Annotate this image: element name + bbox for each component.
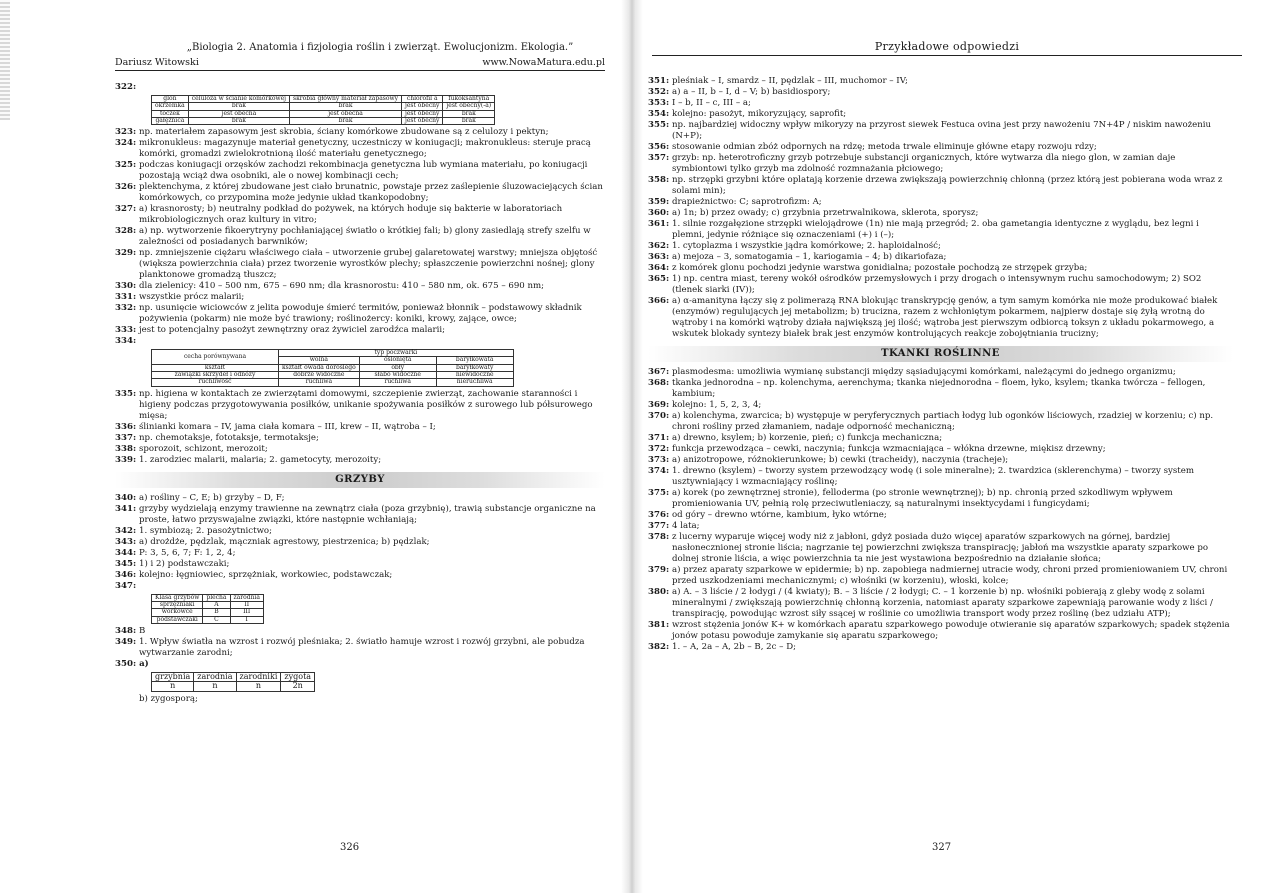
answer-number: 381: (648, 620, 670, 630)
answer-entry (648, 466, 1233, 488)
answer-number: 345: (115, 558, 137, 569)
answer-number: 372: (648, 444, 670, 454)
answer-entry (115, 422, 605, 433)
answer-number: 378: (648, 532, 670, 542)
table-cell: jest obecny (402, 103, 443, 110)
section-heading-tkanki: TKANKI ROŚLINNE (648, 346, 1233, 362)
answer-text: funkcja przewodząca – cewki, naczynia; funkcja wzmacniająca – włókna drzewne, miękisz drzewny; (672, 444, 1106, 454)
right-page-content (648, 76, 1233, 653)
answer-text: dla zielenicy: 410 – 500 nm, 675 – 690 nm; dla krasnorostu: 410 – 580 nm, ok. 675 – 690 nm; (139, 281, 545, 292)
answer-text: 4 lata; (672, 521, 700, 531)
answer-number: 349: (115, 636, 137, 647)
table-cell: III (230, 609, 263, 616)
answer-entry (648, 120, 1233, 142)
answer-entry (648, 411, 1233, 433)
answer-entry (115, 138, 605, 160)
answer-text: np. zmniejszenie ciężaru właściwego ciała – utworzenie grubej galaretowatej warstwy; mniejsza objętość (większa powierzchnia ciała) przez tworzenie wyrostków plechy; spłaszczenie powierzchni nośnej; glony planktonowe gromadzą tłuszcz; (139, 248, 598, 281)
website-url: www.NowaMatura.edu.pl (482, 56, 605, 68)
answer-text: a) a – II, b – I, d – V; b) basidiospory; (672, 87, 831, 97)
table-cell: baryłkowata (436, 357, 513, 364)
answer-text: 1. Wpływ światła na wzrost i rozwój pleśniaka; 2. światło hamuje wzrost i rozwój grzybni, ale pobudza wytwarzanie zarodni; (139, 636, 585, 658)
answer-entry (115, 493, 605, 504)
answer-entry (115, 433, 605, 444)
table-cell: glon (152, 96, 189, 103)
table-cell: gałęźnica (152, 117, 189, 124)
answer-entry (648, 620, 1233, 642)
answer-entry (648, 455, 1233, 466)
answer-text: a) mejoza – 3, somatogamia – 1, kariogamia – 4; b) dikariofaza; (672, 252, 947, 262)
table-cell: typ poczwarki (279, 350, 514, 357)
answer-number: 369: (648, 400, 670, 410)
answer-entry (648, 175, 1233, 197)
table-cell: okrzemka (152, 103, 189, 110)
answer-number: 346: (115, 569, 137, 580)
answer-number: 343: (115, 536, 137, 547)
table-cell: chlorofil a (402, 96, 443, 103)
answer-entry (115, 570, 605, 581)
answer-entry (115, 292, 605, 303)
table-header-row (152, 96, 495, 103)
table-cell: 2n (281, 682, 315, 691)
answer-entry (648, 153, 1233, 175)
answer-list (115, 493, 605, 581)
table-cell: cecha porównywana (152, 350, 279, 365)
table-cell: ruchliwa (359, 379, 436, 386)
answer-number: 363: (648, 252, 670, 262)
answer-entry (648, 642, 1233, 653)
answer-entry (115, 127, 605, 138)
answer-text: mikronukleus: magazynuje materiał genetyczny, uczestniczy w koniugacji; makronukleus: steruje pracą komórki, gromadzi zwielokrotnioną ilość materiału genetycznego; (139, 138, 591, 160)
right-page (632, 0, 1263, 893)
answer-number: 344: (115, 547, 137, 558)
answer-entry (648, 76, 1233, 87)
answer-number: 342: (115, 525, 137, 536)
answer-label: 350: a) (115, 658, 149, 669)
answer-number: 338: (115, 443, 137, 454)
answer-entry (648, 241, 1233, 252)
table-cell: toczek (152, 110, 189, 117)
answer-entry (115, 444, 605, 455)
answer-text: 1) i 2) podstawczaki; (139, 558, 230, 569)
table-cell: zarodnia (230, 594, 263, 601)
answer-number: 370: (648, 411, 670, 421)
answer-number: 377: (648, 521, 670, 531)
answer-entry (648, 367, 1233, 378)
answer-number: 332: (115, 303, 137, 314)
header-rule (115, 70, 605, 71)
answer-list (648, 367, 1233, 653)
answer-text: a) α-amanityna łączy się z polimerazą RNA blokując transkrypcję genów, a tym samym komórka nie może produkować białek (enzymów) regulujących jej metabolizm; b) trucizna, razem z wchłoniętym pokarmem, najpierw dostaje się żyłą wrotną do wątroby i na komórki wątroby działa największą jej ilość; wątroba jest pierwszym odbiorcą toksyn z układu pokarmowego, a wskutek blokady syntezy białek brak jest enzymów kontrolujących reakcje zobojętniania trucizny; (672, 296, 1218, 339)
table-cell: baryłkowaty (436, 364, 513, 371)
answer-text: sporozoit, schizont, merozoit; (139, 443, 268, 454)
table-row (152, 609, 264, 616)
answer-entry (115, 548, 605, 559)
table-row (152, 117, 495, 124)
answer-text: np. chemotaksje, fototaksje, termotaksje; (139, 432, 319, 443)
table-row (152, 379, 514, 386)
answer-text: pleśniak – I, smardz – II, pędzlak – III, muchomor – IV; (672, 76, 908, 86)
answer-entry (648, 274, 1233, 296)
answer-text: wzrost stężenia jonów K+ w komórkach aparatu szparkowego powoduje otwieranie się aparatów szparkowych; spadek stężenia jonów potasu powoduje zamykanie się aparatu szparkowego; (672, 620, 1230, 641)
answer-label: 334: (115, 336, 137, 347)
answer-text: a) przez aparaty szparkowe w epidermie; b) np. zapobiega nadmiernej utracie wody, chroni przed promieniowaniem UV, chroni przed uszkodzeniami mechanicznymi; c) włośniki (w korzeniu), włoski, kolce; (672, 565, 1228, 586)
answer-text: plasmodesma: umożliwia wymianę substancji między sąsiadującymi komórkami, należącymi do jednego organizmu; (672, 367, 1176, 377)
table-cell: dobrze widoczne (279, 372, 360, 379)
answer-entry (115, 281, 605, 292)
table-header-row (152, 672, 315, 681)
answer-entry (115, 204, 605, 226)
answer-number: 339: (115, 454, 137, 465)
answer-number: 337: (115, 432, 137, 443)
answer-text: a) 1n; b) przez owady; c) grzybnia przetrwalnikowa, sklerota, sporysz; (672, 208, 979, 218)
answer-text: a) krasnorosty; b) neutralny podkład do pożywek, na których hoduje się bakterie w laboratoriach mikrobiologicznych oraz kultury in vitro; (139, 204, 563, 226)
table-cell: sprzężniaki (152, 601, 203, 608)
answer-number: 355: (648, 120, 670, 130)
answer-entry (115, 504, 605, 526)
answer-number: 368: (648, 378, 670, 388)
answer-text: a) A. – 3 liście / 2 łodygi / (4 kwiaty); B. – 3 liście / 2 łodygi; C. – 1 korzenie b) np. włośniki pobierają z gleby wodę z solami mineralnymi / zwiększają powierzchnię chłonną korzenia, natomiast aparaty szparkowe zapewniają parowanie wody z liści / transpirację, powodując wzrost siły ssącej w roślinie co umożliwia transport wody przez roślinę (bez udziału ATP); (672, 587, 1213, 619)
answer-entry (648, 252, 1233, 263)
left-page-header (115, 42, 605, 71)
table-cell: niewidoczne (436, 372, 513, 379)
answer-entry (648, 219, 1233, 241)
answer-text: od góry – drewno wtórne, kambium, łyko wtórne; (672, 510, 887, 520)
table-cell: jest obecny(-a) (443, 103, 495, 110)
answer-entry (648, 296, 1233, 340)
answer-number: 366: (648, 296, 670, 306)
answer-number: 329: (115, 248, 137, 259)
table-cell: workowce (152, 609, 203, 616)
header-rule (652, 55, 1242, 56)
answer-number: 371: (648, 433, 670, 443)
left-page-content (115, 82, 605, 705)
right-page-header (652, 40, 1242, 56)
answer-number: 376: (648, 510, 670, 520)
table-cell: brak (188, 117, 289, 124)
answer-entry (648, 488, 1233, 510)
table-cell: brak (188, 103, 289, 110)
answer-number: 325: (115, 160, 137, 171)
answer-entry (115, 637, 605, 659)
answer-text: np. materiałem zapasowym jest skrobia, ściany komórkowe zbudowane są z celulozy i pektyn; (139, 127, 549, 138)
answer-number: 331: (115, 292, 137, 303)
table-cell: celuloza w ścianie komórkowej (188, 96, 289, 103)
table-row (152, 110, 495, 117)
book-title: „Biologia 2. Anatomia i fizjologia roślin i zwierząt. Ewolucjonizm. Ekologia.” (186, 42, 574, 53)
answer-text: stosowanie odmian zbóż odpornych na rdzę; metoda trwale eliminuje główne etapy rozwoju rdzy; (672, 142, 1097, 152)
answer-text: kolejno: łęgniowiec, sprzężniak, workowiec, podstawczak; (139, 569, 393, 580)
table-cell: n (194, 682, 236, 691)
answer-number: 330: (115, 281, 137, 292)
answer-text: grzyby wydzielają enzymy trawienne na zewnątrz ciała (poza grzybnię), trawią substancje organiczne na proste, łatwo przyswajalne związki, które następnie wchłaniają; (139, 503, 596, 525)
table-cell: podstawczaki (152, 616, 203, 623)
table-cell: B (203, 609, 230, 616)
answer-text: np. najbardziej widoczny wpływ mikoryzy na przyrost siewek Festuca ovina jest przy nawożeniu 7N+4P / niskim nawożeniu (N+P); (672, 120, 1212, 141)
table-cell: jest obecny (402, 110, 443, 117)
answer-number: 323: (115, 127, 137, 138)
answer-entry (648, 142, 1233, 153)
answer-number: 326: (115, 182, 137, 193)
answer-list (115, 389, 605, 466)
answer-text: a) np. wytworzenie fikoerytryny pochłaniającej światło o krótkiej fali; b) glony zasiedlają strefy szelfu w zależności od posiadanych barwników; (139, 226, 591, 248)
answer-number: 348: (115, 625, 137, 636)
answer-text: np. strzępki grzybni które oplatają korzenie drzewa zwiększają powierzchnię chłonną (przez którą jest pobierana woda wraz z solami min); (672, 175, 1223, 196)
table-cell: obły (359, 364, 436, 371)
answer-entry (115, 248, 605, 281)
answer-text: np. higiena w kontaktach ze zwierzętami domowymi, szczepienie zwierząt, zachowanie staranności i higieny podczas przygotowywania posiłków, unikanie spożywania posiłków z surowego lub półsurowego mięsa; (139, 388, 593, 421)
page-number: 326 (340, 842, 360, 853)
answer-text: I – b, II – c, III – a; (672, 98, 751, 108)
table-row (152, 682, 315, 691)
left-page (0, 0, 631, 893)
answer-list (115, 127, 605, 336)
answer-text: 1. cytoplazma i wszystkie jądra komórkowe; 2. haploidalność; (672, 241, 941, 251)
author-name: Dariusz Witowski (115, 56, 199, 68)
table-cell: grzybnia (152, 672, 194, 681)
table-cell: nieruchliwa (436, 379, 513, 386)
page-header-title: Przykładowe odpowiedzi (874, 40, 1020, 53)
table-cell: n (236, 682, 281, 691)
table-row (152, 103, 495, 110)
answer-number: 365: (648, 274, 670, 284)
answer-entry (648, 587, 1233, 620)
answer-number: 335: (115, 388, 137, 399)
answer-text: a) korek (po zewnętrznej stronie), felloderma (po stronie wewnętrznej); b) np. chronią przed szkodliwym wpływem promieniowania UV, pełnią rolę przeciwutleniaczy, są naturalnymi insektycydami i fungicydami; (672, 488, 1173, 509)
answer-number: 380: (648, 587, 670, 597)
answer-number: 327: (115, 204, 137, 215)
table-cell: brak (290, 103, 402, 110)
answer-entry (115, 455, 605, 466)
table-cell: plecha (203, 594, 230, 601)
answer-number: 362: (648, 241, 670, 251)
answer-text: z komórek glonu pochodzi jedynie warstwa gonidialna; pozostałe pochodzą ze strzępek grzyba; (672, 263, 1088, 273)
answer-number: 353: (648, 98, 670, 108)
table-cell: ruchliwość (152, 379, 279, 386)
answer-entry (115, 226, 605, 248)
answer-number: 373: (648, 455, 670, 465)
answer-number: 328: (115, 226, 137, 237)
answer-entry (115, 389, 605, 422)
answer-number: 382: (648, 642, 670, 652)
answer-entry (648, 378, 1233, 400)
answer-number: 340: (115, 492, 137, 503)
table-cell: brak (443, 110, 495, 117)
answer-text: drapieżnictwo: C; saprotrofizm: A; (672, 197, 822, 207)
table-cell: C (203, 616, 230, 623)
answer-number: 359: (648, 197, 670, 207)
answer-text: kolejno: pasożyt, mikoryzujący, saprofit; (672, 109, 847, 119)
answer-number: 333: (115, 325, 137, 336)
answer-text: P: 3, 5, 6, 7; F: 1, 2, 4; (139, 547, 236, 558)
answer-entry (648, 532, 1233, 565)
answer-text: np. usunięcie wiciowców z jelita powoduje śmierć termitów, ponieważ błonnik – podstawowy składnik pożywienia (pokarm) nie może być trawiony; roślinożercy: koniki, krowy, zające, owce; (139, 303, 582, 325)
table-cell: zawiązki skrzydeł i odnóży (152, 372, 279, 379)
answer-entry (648, 400, 1233, 411)
table-cell: zarodniki (236, 672, 281, 681)
table-cell: I (230, 616, 263, 623)
answer-text: jest to potencjalny pasożyt zewnętrzny oraz żywiciel zarodźca malarii; (139, 325, 446, 336)
answer-text: ślinianki komara – IV, jama ciała komara – III, krew – II, wątroba – I; (139, 421, 436, 432)
table-cell: n (152, 682, 194, 691)
table-cell: II (230, 601, 263, 608)
answer-table-322 (151, 95, 495, 125)
answer-text: 1. silnie rozgałęzione strzępki wielojądrowe (1n) nie mają przegród; 2. oba gametangia identyczne z wyglądu, bez legni i plemni, jedynie różniące się oznaczeniami (+) i (–); (672, 219, 1199, 240)
answer-text: a) drewno, ksylem; b) korzenie, pień; c) funkcja mechaniczna; (672, 433, 943, 443)
answer-text: 1) np. centra miast, tereny wokół ośrodków przemysłowych i przy drogach o intensywnym ruchu samochodowym; 2) SO2 (tlenek siarki (IV)); (672, 274, 1202, 295)
answer-number: 374: (648, 466, 670, 476)
table-cell: oslonięta (359, 357, 436, 364)
table-cell: wolna (279, 357, 360, 364)
table-cell: słabo widoczne (359, 372, 436, 379)
answer-entry (115, 182, 605, 204)
answer-list (648, 76, 1233, 340)
table-cell: zygota (281, 672, 315, 681)
answer-text: a) kolenchyma, zwarcica; b) występuje w peryferycznych partiach łodyg lub ogonków liściowych, rzadziej w korzeniu; c) np. chroni rośliny przed złamaniem, nadaje odporność mechaniczną; (672, 411, 1214, 432)
answer-number: 357: (648, 153, 670, 163)
answer-entry (648, 208, 1233, 219)
answer-line: b) zygosporą; (139, 693, 198, 704)
answer-entry (648, 565, 1233, 587)
answer-entry (648, 433, 1233, 444)
answer-entry (648, 510, 1233, 521)
table-cell: brak (290, 117, 402, 124)
answer-entry (648, 87, 1233, 98)
answer-number: 364: (648, 263, 670, 273)
answer-text: 1. zarodziec malarii, malaria; 2. gametocyty, merozoity; (139, 454, 382, 465)
answer-entry (648, 521, 1233, 532)
answer-entry (115, 303, 605, 325)
answer-number: 358: (648, 175, 670, 185)
answer-label: 322: (115, 82, 137, 92)
answer-text: wszystkie prócz malarii; (139, 292, 245, 303)
table-cell: A (203, 601, 230, 608)
table-row (152, 616, 264, 623)
answer-table-347 (151, 594, 264, 624)
answer-number: 356: (648, 142, 670, 152)
answer-text: 1. – A, 2a – A, 2b – B, 2c – D; (672, 642, 796, 652)
answer-table-334 (151, 349, 514, 386)
answer-text: tkanka jednorodna – np. kolenchyma, aerenchyma; tkanka niejednorodna – floem, łyko, ksylem; tkanka twórcza – fellogen, kambium; (672, 378, 1206, 399)
answer-number: 379: (648, 565, 670, 575)
answer-text: a) rośliny – C, E; b) grzyby – D, F; (139, 492, 285, 503)
answer-entry (115, 537, 605, 548)
answer-number: 361: (648, 219, 670, 229)
table-cell: jest obecna (290, 110, 402, 117)
answer-text: a) drożdże, pędzlak, mączniak agrestowy, piestrzenica; b) pędzlak; (139, 536, 430, 547)
table-cell: ruchliwa (279, 379, 360, 386)
answer-number: 336: (115, 421, 137, 432)
answer-number: 324: (115, 138, 137, 149)
table-cell: kształt owada doroslego (279, 364, 360, 371)
answer-text: podczas koniugacji orzęsków zachodzi rekombinacja genetyczna lub wymiana materiału, po koniugacji pozostają wciąż dwa osobniki, ale o nowej kombinacji cech; (139, 160, 588, 182)
answer-text: z lucerny wyparuje więcej wody niż z jabłoni, gdyż posiada dużo więcej aparatów szparkowych na górnej, bardziej nasłonecznionej stronie liścia; nagrzanie tej powierzchni zwiększa transpirację; jabłoń ma wszystkie aparaty szparkowe po dolnej stronie liścia, a więc powierzchnia ta nie jest wystawiona bezpośrednio na działanie słońca; (672, 532, 1208, 564)
answer-list (115, 626, 605, 659)
answer-number: 341: (115, 503, 137, 514)
answer-entry (115, 325, 605, 336)
table-cell: fukoksantyna (443, 96, 495, 103)
table-cell: kształt (152, 364, 279, 371)
answer-number: 360: (648, 208, 670, 218)
answer-number: 352: (648, 87, 670, 97)
answer-entry (115, 559, 605, 570)
answer-label: 347: (115, 580, 137, 591)
answer-text: a) anizotropowe, różnokierunkowe; b) cewki (tracheidy), naczynia (tracheje); (672, 455, 1009, 465)
page-number: 327 (932, 842, 952, 853)
answer-number: 351: (648, 76, 670, 86)
answer-text: 1. drewno (ksylem) – tworzy system przewodzący wodę (i sole mineralne); 2. twardzica (sklerenchyma) – tworzy system usztywniający i wzmacniający roślinę; (672, 466, 1194, 487)
table-cell: zarodnia (194, 672, 236, 681)
answer-number: 354: (648, 109, 670, 119)
answer-text: 1. symbiozą; 2. pasożytnictwo; (139, 525, 272, 536)
table-cell: jest obecny (402, 117, 443, 124)
table-cell: brak (443, 117, 495, 124)
answer-entry (648, 98, 1233, 109)
answer-text: kolejno: 1, 5, 2, 3, 4; (672, 400, 762, 410)
answer-text: grzyb: np. heterotroficzny grzyb potrzebuje substancji organicznych, które wytwarza dla niego glon, w zamian daje symbiontowi tylko grzyb ma zdolność rozmnażania płciowego; (672, 153, 1176, 174)
answer-number: 375: (648, 488, 670, 498)
table-cell: skrobia główny materiał zapasowy (290, 96, 402, 103)
answer-entry (115, 160, 605, 182)
answer-entry (115, 626, 605, 637)
answer-text: plektenchyma, z której zbudowane jest ciało brunatnic, powstaje przez zaślepienie śluzowaciejących ścian komórkowych, co przypomina może jedynie układ tkankopodobny; (139, 182, 603, 204)
answer-entry (648, 197, 1233, 208)
answer-table-350 (151, 672, 315, 692)
table-cell: Klasa grzybów (152, 594, 203, 601)
answer-entry (648, 263, 1233, 274)
answer-text: B (139, 625, 146, 636)
answer-number: 367: (648, 367, 670, 377)
answer-entry (648, 109, 1233, 120)
answer-entry (648, 444, 1233, 455)
table-cell: jest obecna (188, 110, 289, 117)
answer-entry (115, 526, 605, 537)
section-heading-grzyby: GRZYBY (115, 472, 605, 488)
